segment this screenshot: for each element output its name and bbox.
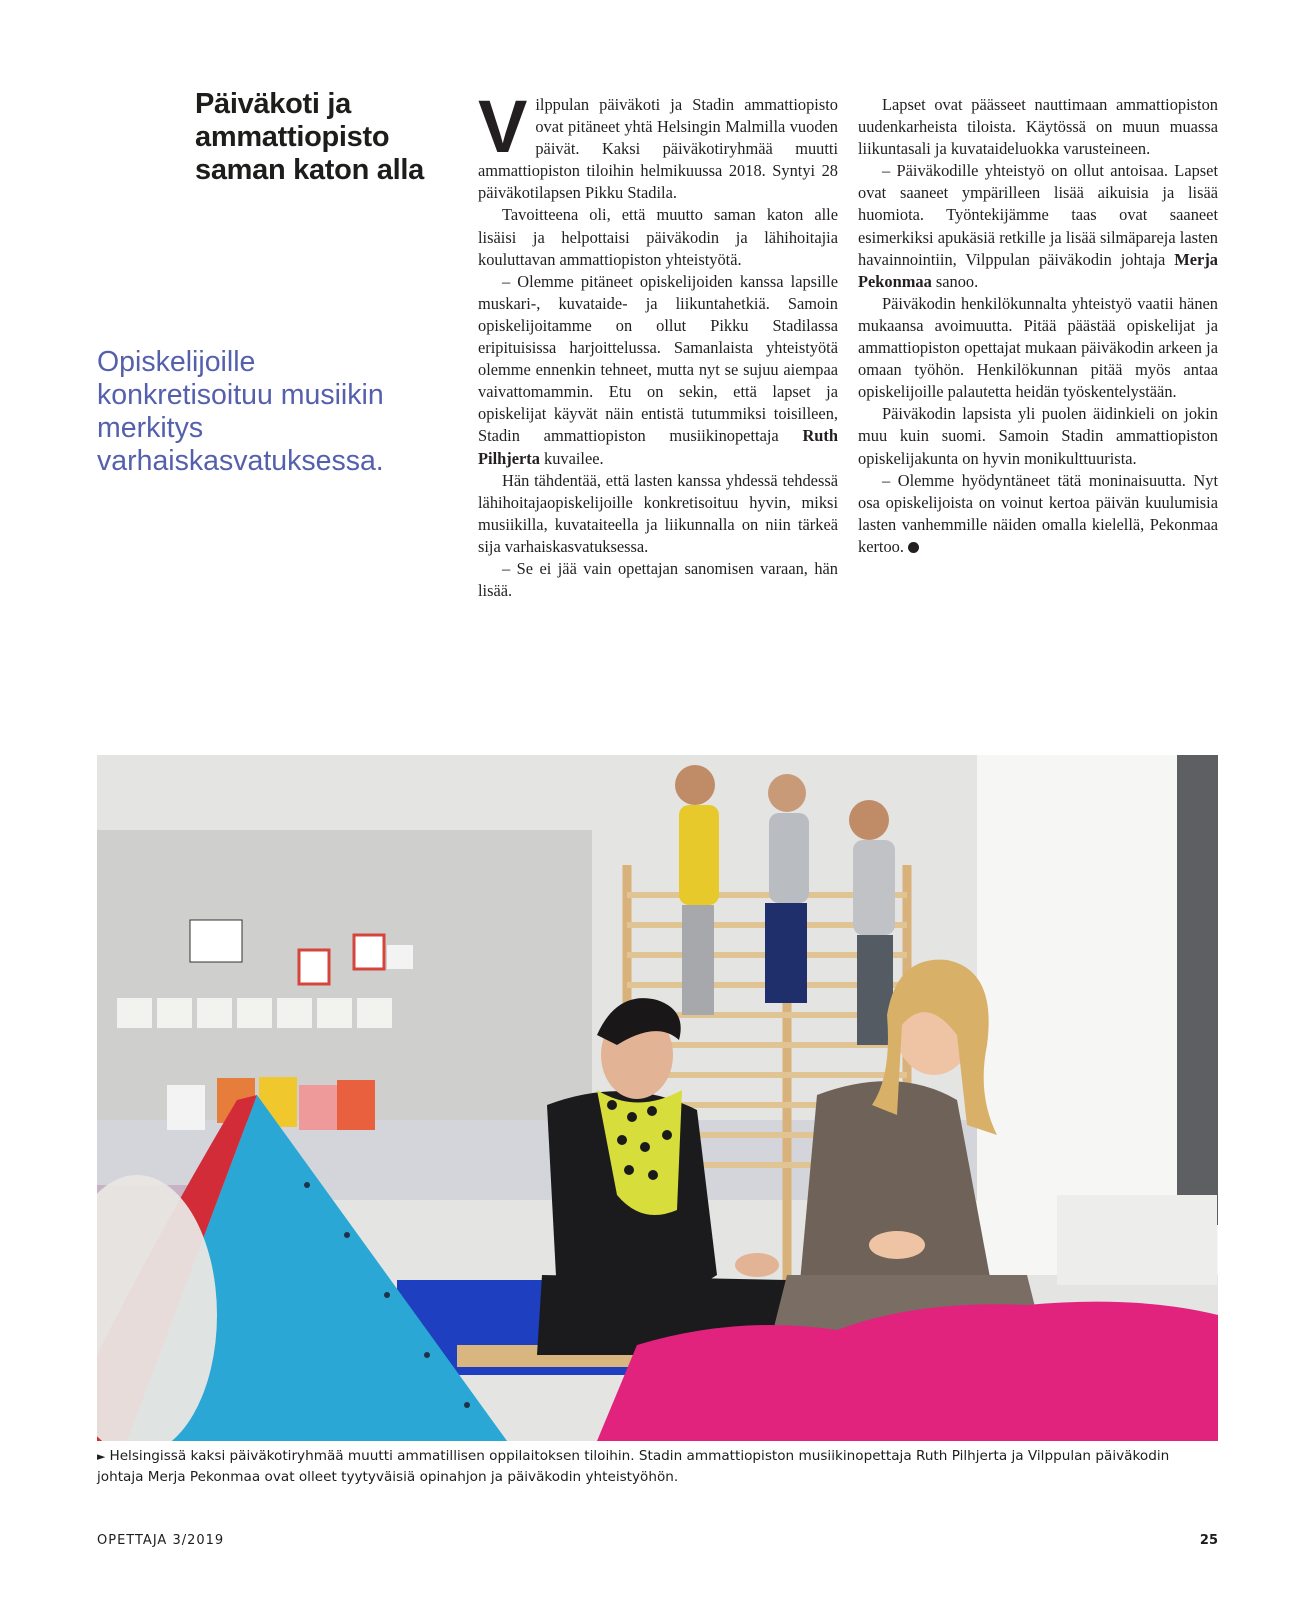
body-paragraph: Päiväkodin lapsista yli puolen äidinkieli on jokin muu kuin suomi. Samoin Stadin ammattiopiston opiskelijakunta on hyvin monikulttuurista. [858, 404, 1218, 468]
body-paragraph: Tavoitteena oli, että muutto saman katon alle lisäisi ja helpottaisi päiväkodin ja lähihoitajia kouluttavan ammattiopiston yhteistyötä. [478, 205, 838, 269]
quote-text: – Olemme pitäneet opiskelijoiden kanssa lapsille muskari-, kuvataide- ja liikuntahetkiä. Samoin opiskelijoitamme on ollut Pikku Stadilassa eripituisissa harjoittelussa. Samanlaista yhteistyötä olemme ennenkin tehneet, mutta nyt se sujuu aiempaa vaivattomammin. Etu on sekin, että lapset ja opiskelijat käyvät näin entistä tutummiksi toisilleen, Stadin ammattiopiston musiikinopettaja [478, 271, 838, 446]
body-paragraph-quote [858, 160, 1218, 293]
body-paragraph: Lapset ovat päässeet nauttimaan ammattiopiston uudenkarheista tiloista. Käytössä on muun muassa liikuntasali ja kuvataideluokka varusteineen. [858, 95, 1218, 159]
drop-cap: V [478, 85, 528, 168]
closing-text: – Olemme hyödyntäneet tätä moninaisuutta. Nyt osa opiskelijoista on voinut kertoa päivän kuulumisia lasten vanhemmille näiden omalla kielellä, Pekonmaa kertoo. [858, 470, 1218, 556]
publication-footer: OPETTAJA 3/2019 [97, 1533, 225, 1548]
article-photo [97, 755, 1218, 1441]
article-column-1 [478, 85, 838, 602]
photo-illustration [97, 755, 1218, 1441]
page-number: 25 [1199, 1533, 1218, 1548]
quote-tail: sanoo. [935, 271, 979, 291]
body-paragraph [858, 470, 1218, 558]
body-paragraph: – Se ei jää vain opettajan sanomisen varaan, hän lisää. [478, 558, 838, 601]
pull-quote: Opiskelijoille konkretisoituu musiikin merkitys varhaiskasvatuksessa. [97, 346, 384, 477]
lead-paragraph [478, 85, 838, 204]
body-paragraph: Päiväkodin henkilökunnalta yhteistyö vaatii hänen mukaansa avoimuutta. Pitää päästää opiskelijat ja ammattiopiston opettajat mukaan päiväkodin arkeen ja omaan työhön. Henkilökunnan pitää myös antaa opiskelijoille palautetta heidän työskentelystään. [858, 293, 1218, 402]
article-headline: Päiväkoti ja ammattiopisto saman katon alla [195, 88, 424, 186]
lead-paragraph-text: ilppulan päiväkoti ja Stadin ammattiopisto ovat pitäneet yhtä Helsingin Malmilla vuoden päivät. Kaksi päiväkotiryhmää muutti ammattiopiston tiloihin helmikuussa 2018. Syntyi 28 päiväkotilapsen Pikku Stadila. [478, 95, 838, 203]
person-name-ruth: Ruth Pilhjerta [478, 426, 838, 468]
quote-text: – Päiväkodille yhteistyö on ollut antoisaa. Lapset ovat saaneet ympärilleen lisää aikuisia ja lisää huomiota. Työntekijämme taas ovat saaneet esimerkiksi apukäsiä retkille ja lisää silmäpareja lasten havainnointiin, Vilppulan päiväkodin johtaja [858, 161, 1218, 269]
caption-text: Helsingissä kaksi päiväkotiryhmää muutti ammatillisen oppilaitoksen tiloihin. Stadin ammattiopiston musiikinopettaja Ruth Pilhjerta ja Vilppulan päiväkodin johtaja Merja Pekonmaa ovat olleet tyytyväisiä opinahjon ja päiväkodin yhteistyöhön. [97, 1448, 1170, 1485]
body-paragraph: Hän tähdentää, että lasten kanssa yhdessä tehdessä lähihoitajaopiskelijoille konkretisoituu hyvin, miksi musiikilla, kuvataiteella ja liikunnalla on niin tärkeä sija varhaiskasvatuksessa. [478, 470, 838, 556]
end-mark-icon [908, 542, 919, 553]
caption-arrow-icon: ► [97, 1450, 106, 1463]
body-paragraph-quote [478, 271, 838, 470]
quote-tail: kuvailee. [544, 448, 604, 468]
person-name-merja: Merja Pekonmaa [858, 249, 1218, 291]
article-column-2 [858, 94, 1218, 558]
photo-caption [97, 1446, 1218, 1487]
